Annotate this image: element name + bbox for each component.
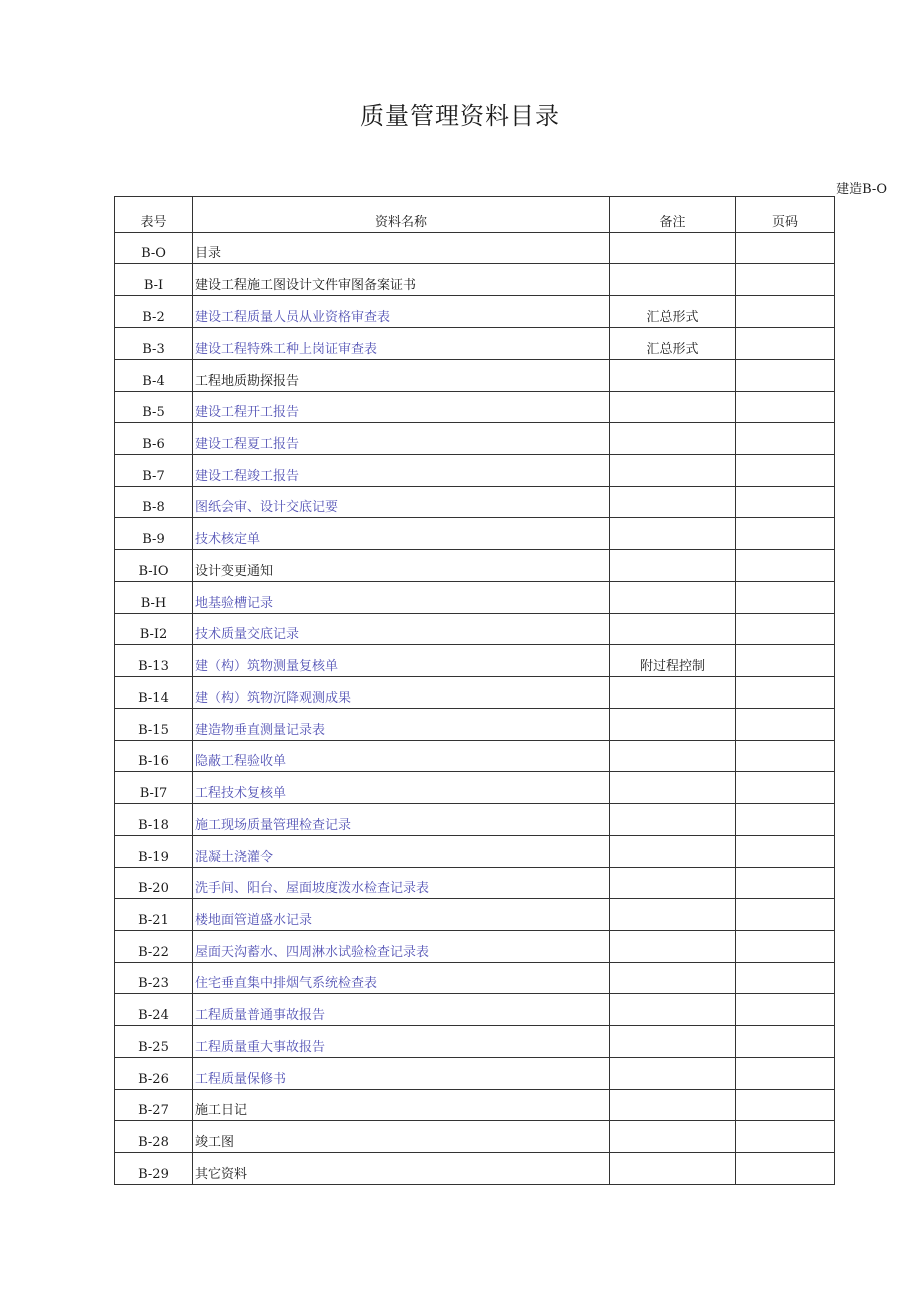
row-code: B-28 — [115, 1121, 193, 1153]
row-code: B-I2 — [115, 614, 193, 645]
row-name: 洗手间、阳台、屋面坡度泼水检查记录表 — [193, 868, 610, 899]
row-page — [736, 392, 835, 423]
table-row — [115, 994, 835, 1026]
row-note — [610, 360, 736, 392]
row-note — [610, 455, 736, 487]
row-page — [736, 1058, 835, 1090]
row-name: 工程质量普通事故报告 — [193, 994, 610, 1026]
row-page — [736, 1026, 835, 1058]
table-row — [115, 296, 835, 328]
row-note: 汇总形式 — [610, 328, 736, 360]
row-name: 建设工程竣工报告 — [193, 455, 610, 487]
row-page — [736, 677, 835, 709]
row-code: B-H — [115, 582, 193, 614]
row-name: 建（构）筑物测量复核单 — [193, 645, 610, 677]
row-page — [736, 836, 835, 868]
row-note: 附过程控制 — [610, 645, 736, 677]
row-page — [736, 550, 835, 582]
row-code: B-27 — [115, 1090, 193, 1121]
row-code: B-7 — [115, 455, 193, 487]
row-page — [736, 741, 835, 772]
row-page — [736, 868, 835, 899]
row-page — [736, 931, 835, 963]
row-page — [736, 709, 835, 741]
row-note — [610, 899, 736, 931]
row-note — [610, 677, 736, 709]
table-row — [115, 1153, 835, 1185]
row-note — [610, 741, 736, 772]
row-code: B-13 — [115, 645, 193, 677]
row-note — [610, 1026, 736, 1058]
table-row — [115, 1026, 835, 1058]
table-row — [115, 804, 835, 836]
page-title: 质量管理资料目录 — [360, 102, 560, 130]
row-page — [736, 233, 835, 264]
row-note — [610, 614, 736, 645]
table-row — [115, 392, 835, 423]
row-name: 施工日记 — [193, 1090, 610, 1121]
row-name: 工程质量保修书 — [193, 1058, 610, 1090]
row-note — [610, 518, 736, 550]
row-note — [610, 1090, 736, 1121]
table-row — [115, 423, 835, 455]
table-row — [115, 709, 835, 741]
table-row — [115, 645, 835, 677]
row-code: B-23 — [115, 963, 193, 994]
row-name: 隐蔽工程验收单 — [193, 741, 610, 772]
row-name: 图纸会审、设计交底记要 — [193, 487, 610, 518]
row-note — [610, 423, 736, 455]
table-row — [115, 1090, 835, 1121]
row-page — [736, 423, 835, 455]
row-page — [736, 518, 835, 550]
row-name: 屋面天沟蓄水、四周淋水试验检查记录表 — [193, 931, 610, 963]
row-code: B-26 — [115, 1058, 193, 1090]
row-page — [736, 994, 835, 1026]
row-code: B-3 — [115, 328, 193, 360]
header-page: 页码 — [736, 197, 835, 233]
row-name: 其它资料 — [193, 1153, 610, 1185]
row-name: 目录 — [193, 233, 610, 264]
row-page — [736, 1153, 835, 1185]
row-page — [736, 487, 835, 518]
row-note — [610, 804, 736, 836]
row-code: B-8 — [115, 487, 193, 518]
row-code: B-9 — [115, 518, 193, 550]
row-page — [736, 645, 835, 677]
row-page — [736, 614, 835, 645]
row-code: B-5 — [115, 392, 193, 423]
row-page — [736, 582, 835, 614]
row-name: 建造物垂直测量记录表 — [193, 709, 610, 741]
table-row — [115, 328, 835, 360]
row-code: B-14 — [115, 677, 193, 709]
row-name: 地基验槽记录 — [193, 582, 610, 614]
row-note — [610, 931, 736, 963]
row-code: B-I — [115, 264, 193, 296]
row-name: 建设工程质量人员从业资格审查表 — [193, 296, 610, 328]
row-note — [610, 963, 736, 994]
row-code: B-I7 — [115, 772, 193, 804]
table-row — [115, 455, 835, 487]
header-note: 备注 — [610, 197, 736, 233]
row-code: B-21 — [115, 899, 193, 931]
table-row — [115, 614, 835, 645]
row-code: B-IO — [115, 550, 193, 582]
row-note — [610, 868, 736, 899]
row-code: B-4 — [115, 360, 193, 392]
row-name: 建设工程施工图设计文件审图备案证书 — [193, 264, 610, 296]
table-row — [115, 931, 835, 963]
row-note: 汇总形式 — [610, 296, 736, 328]
table-row — [115, 1058, 835, 1090]
row-name: 竣工图 — [193, 1121, 610, 1153]
row-name: 施工现场质量管理检查记录 — [193, 804, 610, 836]
row-name: 工程地质勘探报告 — [193, 360, 610, 392]
row-code: B-19 — [115, 836, 193, 868]
row-name: 建设工程夏工报告 — [193, 423, 610, 455]
row-name: 技术质量交底记录 — [193, 614, 610, 645]
row-note — [610, 264, 736, 296]
row-page — [736, 772, 835, 804]
table-header-row — [115, 197, 835, 233]
row-note — [610, 487, 736, 518]
row-name: 技术核定单 — [193, 518, 610, 550]
table-row — [115, 963, 835, 994]
table-row — [115, 487, 835, 518]
row-name: 建设工程开工报告 — [193, 392, 610, 423]
table-row — [115, 264, 835, 296]
row-page — [736, 1121, 835, 1153]
row-note — [610, 550, 736, 582]
table-row — [115, 677, 835, 709]
row-page — [736, 804, 835, 836]
table-row — [115, 550, 835, 582]
row-code: B-20 — [115, 868, 193, 899]
table-row — [115, 518, 835, 550]
table-row — [115, 868, 835, 899]
table-row — [115, 582, 835, 614]
row-code: B-2 — [115, 296, 193, 328]
table-row — [115, 836, 835, 868]
row-note — [610, 994, 736, 1026]
row-page — [736, 264, 835, 296]
table-row — [115, 741, 835, 772]
row-code: B-18 — [115, 804, 193, 836]
row-name: 工程质量重大事故报告 — [193, 1026, 610, 1058]
row-page — [736, 455, 835, 487]
row-page — [736, 296, 835, 328]
row-note — [610, 709, 736, 741]
row-note — [610, 1153, 736, 1185]
row-name: 建（构）筑物沉降观测成果 — [193, 677, 610, 709]
row-note — [610, 1058, 736, 1090]
header-code: 表号 — [115, 197, 193, 233]
row-code: B-22 — [115, 931, 193, 963]
row-code: B-15 — [115, 709, 193, 741]
table-row — [115, 772, 835, 804]
row-code: B-16 — [115, 741, 193, 772]
row-page — [736, 1090, 835, 1121]
row-code: B-25 — [115, 1026, 193, 1058]
row-note — [610, 582, 736, 614]
row-note — [610, 836, 736, 868]
row-name: 混凝土浇灌令 — [193, 836, 610, 868]
row-name: 建设工程特殊工种上岗证审查表 — [193, 328, 610, 360]
row-code: B-24 — [115, 994, 193, 1026]
table-row — [115, 360, 835, 392]
row-note — [610, 233, 736, 264]
header-name: 资料名称 — [193, 197, 610, 233]
row-name: 楼地面管道盛水记录 — [193, 899, 610, 931]
form-code: 建造B-O — [836, 182, 887, 197]
row-name: 住宅垂直集中排烟气系统检查表 — [193, 963, 610, 994]
row-name: 设计变更通知 — [193, 550, 610, 582]
row-page — [736, 328, 835, 360]
row-page — [736, 963, 835, 994]
row-note — [610, 772, 736, 804]
row-code: B-29 — [115, 1153, 193, 1185]
document-index-table — [114, 196, 835, 1185]
row-note — [610, 392, 736, 423]
row-page — [736, 899, 835, 931]
row-code: B-6 — [115, 423, 193, 455]
row-code: B-O — [115, 233, 193, 264]
row-page — [736, 360, 835, 392]
row-name: 工程技术复核单 — [193, 772, 610, 804]
table-row — [115, 899, 835, 931]
table-row — [115, 1121, 835, 1153]
row-note — [610, 1121, 736, 1153]
table-row — [115, 233, 835, 264]
